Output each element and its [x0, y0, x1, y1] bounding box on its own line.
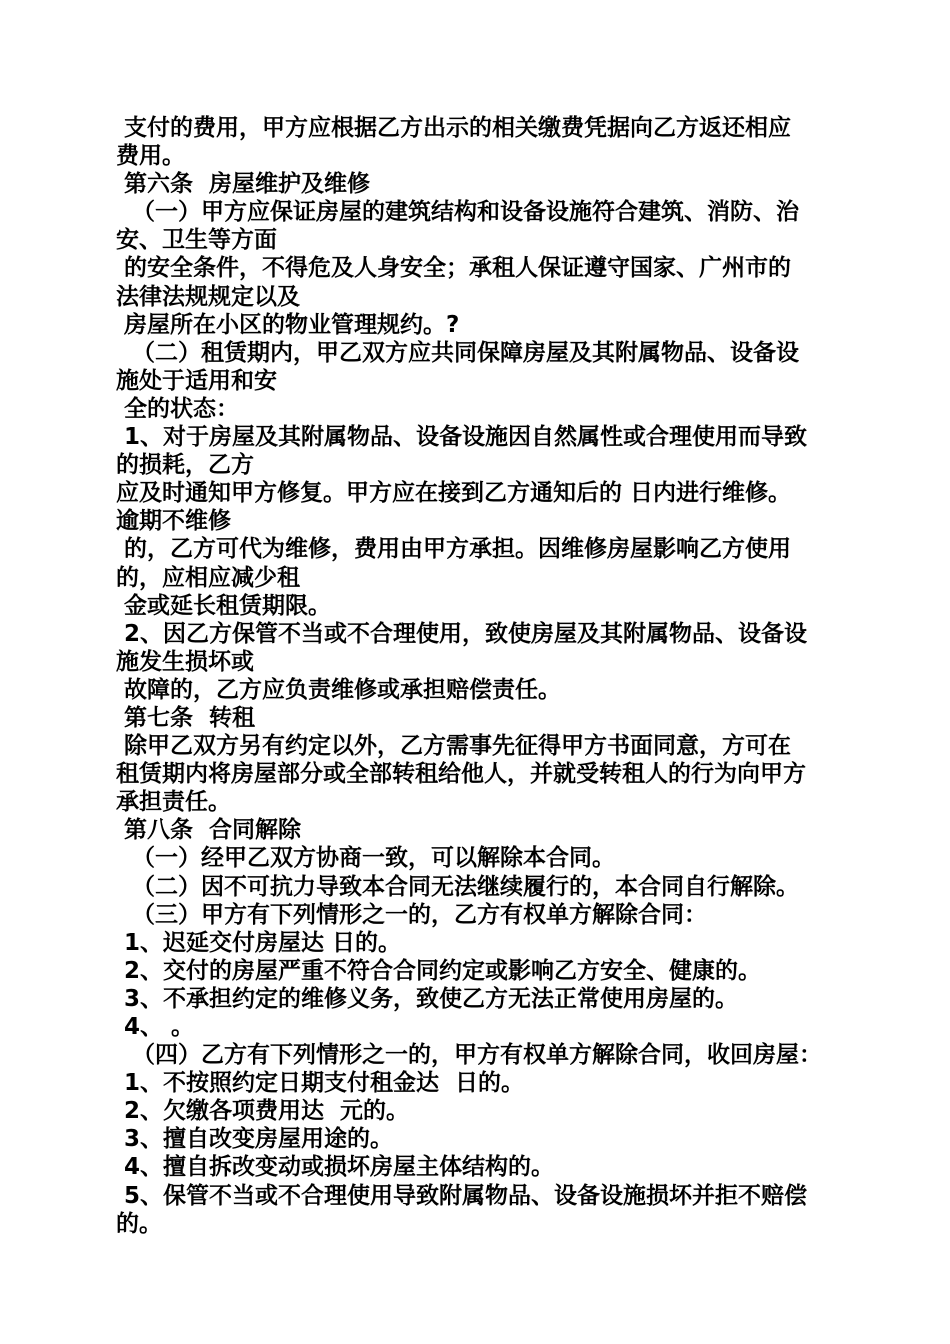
text-line: 的，应相应减少租 — [116, 564, 300, 591]
text-line: 4、擅自拆改变动或损坏房屋主体结构的。 — [116, 1154, 555, 1181]
text-line: （三）甲方有下列情形之一的，乙方有权单方解除合同： — [116, 901, 708, 928]
text-line: （二）租赁期内，甲乙双方应共同保障房屋及其附属物品、设备设 — [116, 339, 800, 366]
text-line: 支付的费用，甲方应根据乙方出示的相关缴费凭据向乙方返还相应 — [116, 115, 792, 141]
text-line: （一）甲方应保证房屋的建筑结构和设备设施符合建筑、消防、治 — [116, 199, 800, 226]
text-line: 1、迟延交付房屋达 日的。 — [116, 929, 402, 956]
text-line: （四）乙方有下列情形之一的，甲方有权单方解除合同，收回房屋： — [116, 1042, 823, 1069]
section-heading: 第七条 转租 — [116, 704, 256, 731]
text-line: 4、 。 — [116, 1014, 195, 1040]
text-line: 逾期不维修 — [116, 508, 231, 535]
text-line: （二）因不可抗力导致本合同无法继续履行的，本合同自行解除。 — [116, 873, 800, 900]
text-line: 应及时通知甲方修复。甲方应在接到乙方通知后的 日内进行维修。 — [116, 480, 792, 507]
text-line: 除甲乙双方另有约定以外，乙方需事先征得甲方书面同意，方可在 — [116, 733, 792, 760]
text-line: 全的状态： — [116, 395, 240, 422]
text-line: 施发生损坏或 — [116, 648, 254, 675]
text-line: 的，乙方可代为维修，费用由甲方承担。因维修房屋影响乙方使用 — [116, 536, 792, 563]
text-line: 2、因乙方保管不当或不合理使用，致使房屋及其附属物品、设备设 — [116, 620, 808, 647]
text-line: 1、不按照约定日期支付租金达 日的。 — [116, 1070, 525, 1097]
text-line: 承担责任。 — [116, 789, 231, 816]
text-line: 3、不承担约定的维修义务，致使乙方无法正常使用房屋的。 — [116, 985, 739, 1012]
text-line: 法律法规规定以及 — [116, 283, 300, 310]
text-line: 1、对于房屋及其附属物品、设备设施因自然属性或合理使用而导致 — [116, 424, 808, 451]
text-line: 的安全条件，不得危及人身安全；承租人保证遵守国家、广州市的 — [116, 255, 792, 282]
text-line: 安、卫生等方面 — [116, 227, 277, 254]
text-line: 3、擅自改变房屋用途的。 — [116, 1126, 394, 1153]
text-line: 故障的，乙方应负责维修或承担赔偿责任。 — [116, 676, 562, 703]
text-line: 的。 — [116, 1210, 162, 1237]
text-line: 施处于适用和安 — [116, 367, 277, 394]
text-line: 金或延长租赁期限。 — [116, 592, 332, 619]
text-line: 租赁期内将房屋部分或全部转租给他人，并就受转租人的行为向甲方 — [116, 761, 806, 788]
text-line: 2、交付的房屋严重不符合合同约定或影响乙方安全、健康的。 — [116, 957, 762, 984]
section-heading: 第八条 合同解除 — [116, 817, 302, 844]
text-line: 2、欠缴各项费用达 元的。 — [116, 1098, 410, 1125]
text-line: 的损耗，乙方 — [116, 452, 254, 479]
text-line: 5、保管不当或不合理使用导致附属物品、设备设施损坏并拒不赔偿 — [116, 1182, 808, 1209]
document-body — [116, 114, 836, 1238]
text-line: 房屋所在小区的物业管理规约。? — [116, 311, 460, 338]
text-line: （一）经甲乙双方协商一致，可以解除本合同。 — [116, 845, 616, 872]
text-line: 费用。 — [116, 143, 185, 170]
section-heading: 第六条 房屋维护及维修 — [116, 171, 371, 198]
